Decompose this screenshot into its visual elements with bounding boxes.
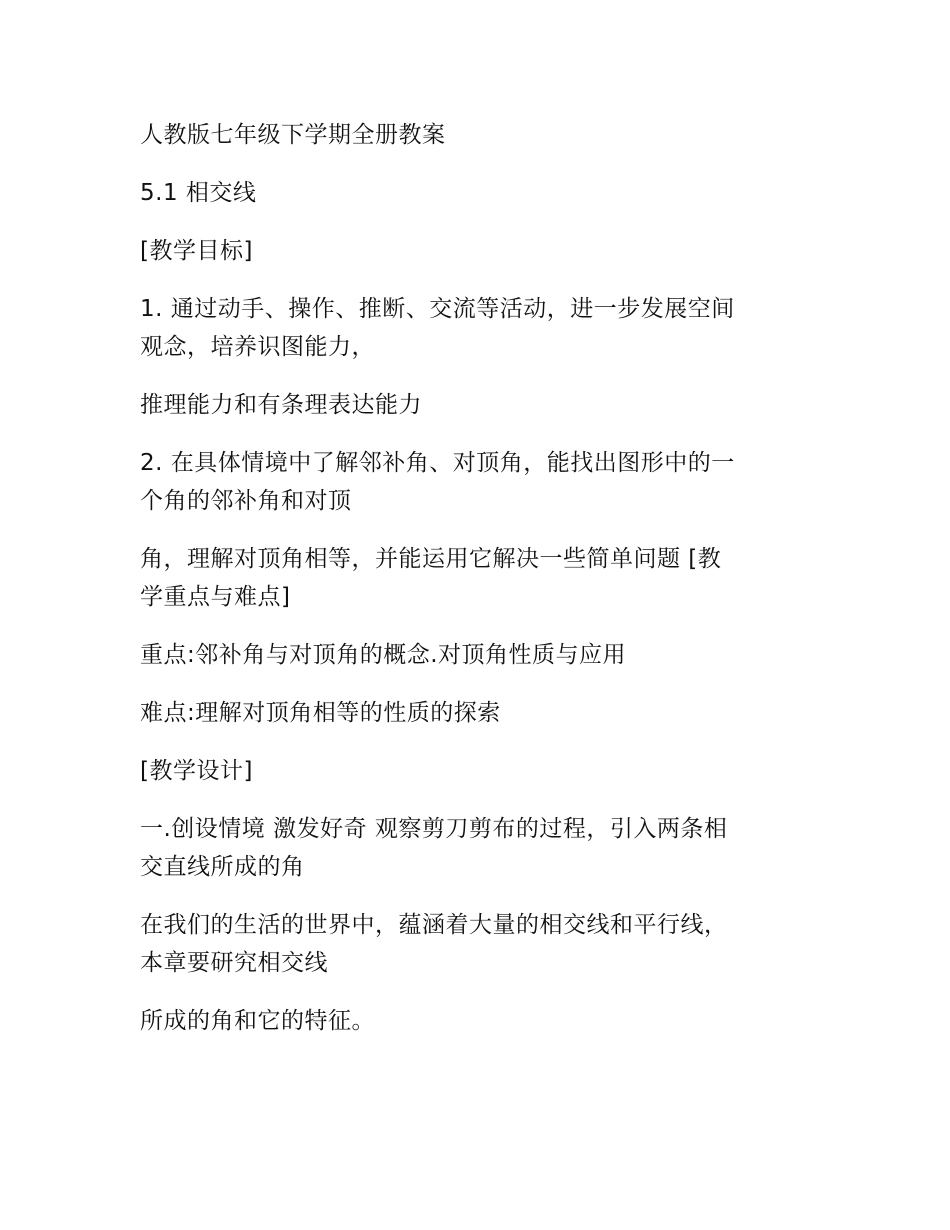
objective-2-line-2: 个角的邻补角和对顶 (140, 488, 352, 514)
objective-1-line-1: 1. 通过动手、操作、推断、交流等活动，进一步发展空间 (140, 296, 735, 322)
intro-line-2: 本章要研究相交线 (140, 950, 328, 976)
intro-paragraph (140, 906, 820, 982)
step-1-line-1: 一.创设情境 激发好奇 观察剪刀剪布的过程，引入两条相 (140, 816, 728, 842)
objective-1 (140, 290, 820, 366)
intro-line-1: 在我们的生活的世界中，蕴涵着大量的相交线和平行线， (140, 912, 728, 938)
difficulty-text: 难点:理解对顶角相等的性质的探索 (140, 700, 501, 726)
key-point (140, 636, 820, 674)
design-heading-text: [教学设计] (140, 758, 253, 784)
document-title (140, 116, 820, 154)
objectives-heading (140, 232, 820, 270)
document-body (140, 116, 820, 1060)
difficulty (140, 694, 820, 732)
objectives-heading-text: [教学目标] (140, 238, 253, 264)
objective-2-line-1: 2. 在具体情境中了解邻补角、对顶角，能找出图形中的一 (140, 450, 735, 476)
section-heading (140, 174, 820, 212)
intro-continuation (140, 1002, 820, 1040)
objective-1-continuation (140, 386, 820, 424)
objective-1-continuation-text: 推理能力和有条理表达能力 (140, 392, 422, 418)
objective-2-continuation (140, 540, 820, 616)
document-title-text: 人教版七年级下学期全册教案 (140, 122, 446, 148)
step-1 (140, 810, 820, 886)
objective-1-line-2: 观念，培养识图能力， (140, 334, 375, 360)
objective-2-continuation-line-2: 学重点与难点] (140, 584, 291, 610)
intro-continuation-text: 所成的角和它的特征。 (140, 1008, 375, 1034)
section-heading-text: 5.1 相交线 (140, 180, 257, 206)
design-heading (140, 752, 820, 790)
step-1-line-2: 交直线所成的角 (140, 854, 305, 880)
objective-2-continuation-line-1: 角，理解对顶角相等，并能运用它解决一些简单问题 [教 (140, 546, 722, 572)
key-point-text: 重点:邻补角与对顶角的概念.对顶角性质与应用 (140, 642, 627, 668)
objective-2 (140, 444, 820, 520)
